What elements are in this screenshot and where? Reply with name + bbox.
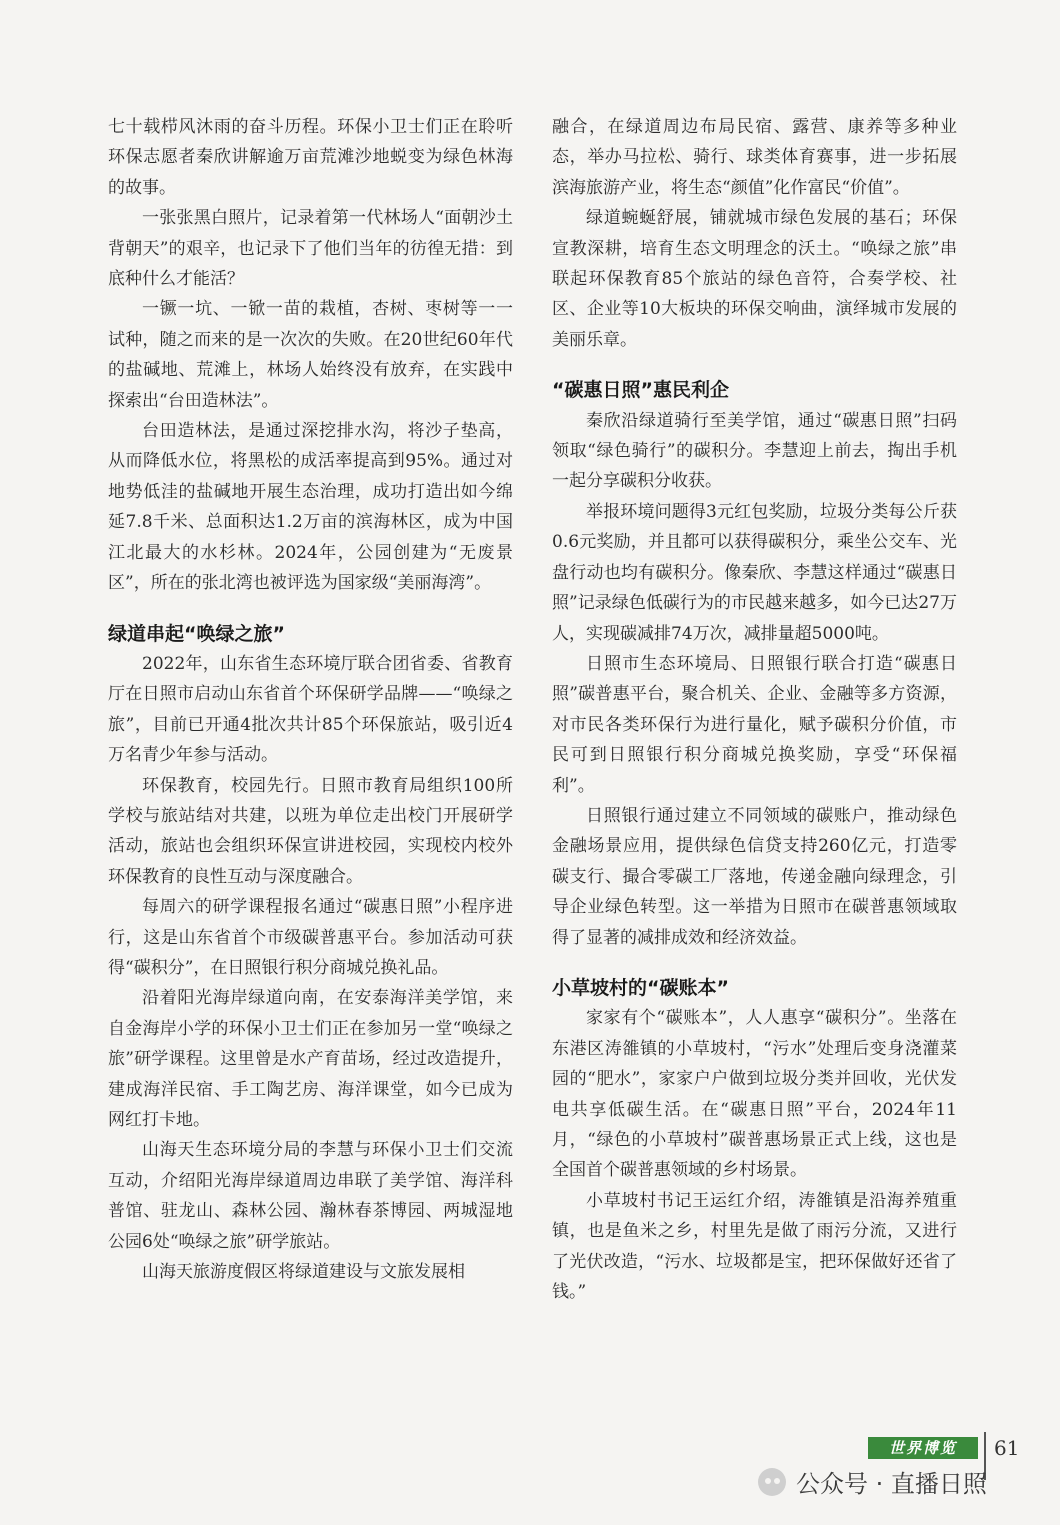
magazine-logo: 世界博览 bbox=[868, 1437, 978, 1459]
body-paragraph: 山海天生态环境分局的李慧与环保小卫士们交流互动，介绍阳光海岸绿道周边串联了美学馆、海洋科普馆、驻龙山、森林公园、瀚林春茶博园、两城湿地公园6处“唤绿之旅”研学旅站。 bbox=[108, 1140, 513, 1252]
body-paragraph: 山海天旅游度假区将绿道建设与文旅发展相 bbox=[142, 1262, 465, 1283]
wechat-icon bbox=[758, 1468, 786, 1496]
body-paragraph: 2022年，山东省生态环境厅联合团省委、省教育厅在日照市启动山东省首个环保研学品牌——“唤绿之旅”，目前已开通4批次共计85个环保旅站，吸引近4万名青少年参与活动。 bbox=[108, 653, 513, 766]
body-paragraph: 沿着阳光海岸绿道向南，在安泰海洋美学馆，来自金海岸小学的环保小卫士们正在参加另一堂“唤绿之旅”研学课程。这里曾是水产育苗场，经过改造提升，建成海洋民宿、手工陶艺房、海洋课堂，如今已成为网红打卡地。 bbox=[108, 988, 513, 1130]
body-paragraph: 日照银行通过建立不同领域的碳账户，推动绿色金融场景应用，提供绿色信贷支持260亿元，打造零碳支行、撮合零碳工厂落地，传递金融向绿理念，引导企业绿色转型。这一举措为日照市在碳普惠领域取得了显著的减排成效和经济效益。 bbox=[552, 805, 957, 948]
body-paragraph: 一张张黑白照片，记录着第一代林场人“面朝沙土背朝天”的艰辛，也记录下了他们当年的彷徨无措：到底种什么才能活？ bbox=[108, 208, 513, 290]
body-paragraph: 日照市生态环境局、日照银行联合打造“碳惠日照”碳普惠平台，聚合机关、企业、金融等多方资源，对市民各类环保行为进行量化，赋予碳积分价值，市民可到日照银行积分商城兑换奖励，享受“环保福利”。 bbox=[552, 653, 957, 796]
section-spacer bbox=[552, 355, 957, 375]
body-paragraph: 绿道蜿蜒舒展，铺就城市绿色发展的基石；环保宣教深耕，培育生态文明理念的沃土。“唤绿之旅”串联起环保教育85个旅站的绿色音符，合奏学校、社区、企业等10大板块的环保交响曲，演绎城市发展的美丽乐章。 bbox=[552, 208, 957, 350]
body-paragraph: 台田造林法，是通过深挖排水沟，将沙子垫高，从而降低水位，将黑松的成活率提高到95%。通过对地势低洼的盐碱地开展生态治理，成功打造出如今绵延7.8千米、总面积达1.2万亩的滨海林区，成为中国江北最大的水杉林。2024年，公园创建为“无废景区”，所在的张北湾也被评选为国家级“美丽海湾”。 bbox=[108, 421, 513, 594]
body-paragraph: 秦欣沿绿道骑行至美学馆，通过“碳惠日照”扫码领取“绿色骑行”的碳积分。李慧迎上前去，掏出手机一起分享碳积分收获。 bbox=[552, 410, 957, 492]
body-paragraph: 环保教育，校园先行。日照市教育局组织100所学校与旅站结对共建，以班为单位走出校门开展研学活动，旅站也会组织环保宣讲进校园，实现校内校外环保教育的良性互动与深度融合。 bbox=[108, 775, 513, 887]
body-paragraph: 举报环境问题得3元红包奖励，垃圾分类每公斤获0.6元奖励，并且都可以获得碳积分，乘坐公交车、光盘行动也均有碳积分。像秦欣、李慧这样通过“碳惠日照”记录绿色低碳行为的市民越来越多，如今已达27万人，实现碳减排74万次，减排量超5000吨。 bbox=[552, 501, 957, 644]
wechat-watermark bbox=[758, 1464, 987, 1499]
page-number: 61 bbox=[994, 1436, 1020, 1460]
body-paragraph: 融合，在绿道周边布局民宿、露营、康养等多种业态，举办马拉松、骑行、球类体育赛事，进一步拓展滨海旅游产业，将生态“颜值”化作富民“价值”。 bbox=[552, 117, 957, 198]
section-heading: “碳惠日照”惠民利企 bbox=[552, 379, 729, 402]
right-column bbox=[552, 112, 957, 1307]
body-paragraph: 七十载栉风沐雨的奋斗历程。环保小卫士们正在聆听环保志愿者秦欣讲解逾万亩荒滩沙地蜕变为绿色林海的故事。 bbox=[108, 117, 513, 198]
wechat-label: 公众号 · 直播日照 bbox=[796, 1470, 987, 1498]
section-spacer bbox=[552, 953, 957, 973]
section-spacer bbox=[108, 599, 513, 619]
body-paragraph: 家家有个“碳账本”，人人惠享“碳积分”。坐落在东港区涛雒镇的小草坡村，“污水”处理后变身浇灌菜园的“肥水”，家家户户做到垃圾分类并回收，光伏发电共享低碳生活。在“碳惠日照”平台，2024年11月，“绿色的小草坡村”碳普惠场景正式上线，这也是全国首个碳普惠领域的乡村场景。 bbox=[552, 1008, 957, 1181]
left-column bbox=[108, 112, 513, 1287]
section-heading: 绿道串起“唤绿之旅” bbox=[108, 622, 285, 645]
section-heading: 小草坡村的“碳账本” bbox=[552, 976, 729, 999]
body-paragraph: 一镢一坑、一锨一苗的栽植，杏树、枣树等一一试种，随之而来的是一次次的失败。在20世纪60年代的盐碱地、荒滩上，林场人始终没有放弃，在实践中探索出“台田造林法”。 bbox=[108, 299, 513, 411]
body-paragraph: 每周六的研学课程报名通过“碳惠日照”小程序进行，这是山东省首个市级碳普惠平台。参加活动可获得“碳积分”，在日照银行积分商城兑换礼品。 bbox=[108, 897, 513, 978]
body-paragraph: 小草坡村书记王运红介绍，涛雒镇是沿海养殖重镇，也是鱼米之乡，村里先是做了雨污分流，又进行了光伏改造，“污水、垃圾都是宝，把环保做好还省了钱。” bbox=[552, 1190, 957, 1303]
